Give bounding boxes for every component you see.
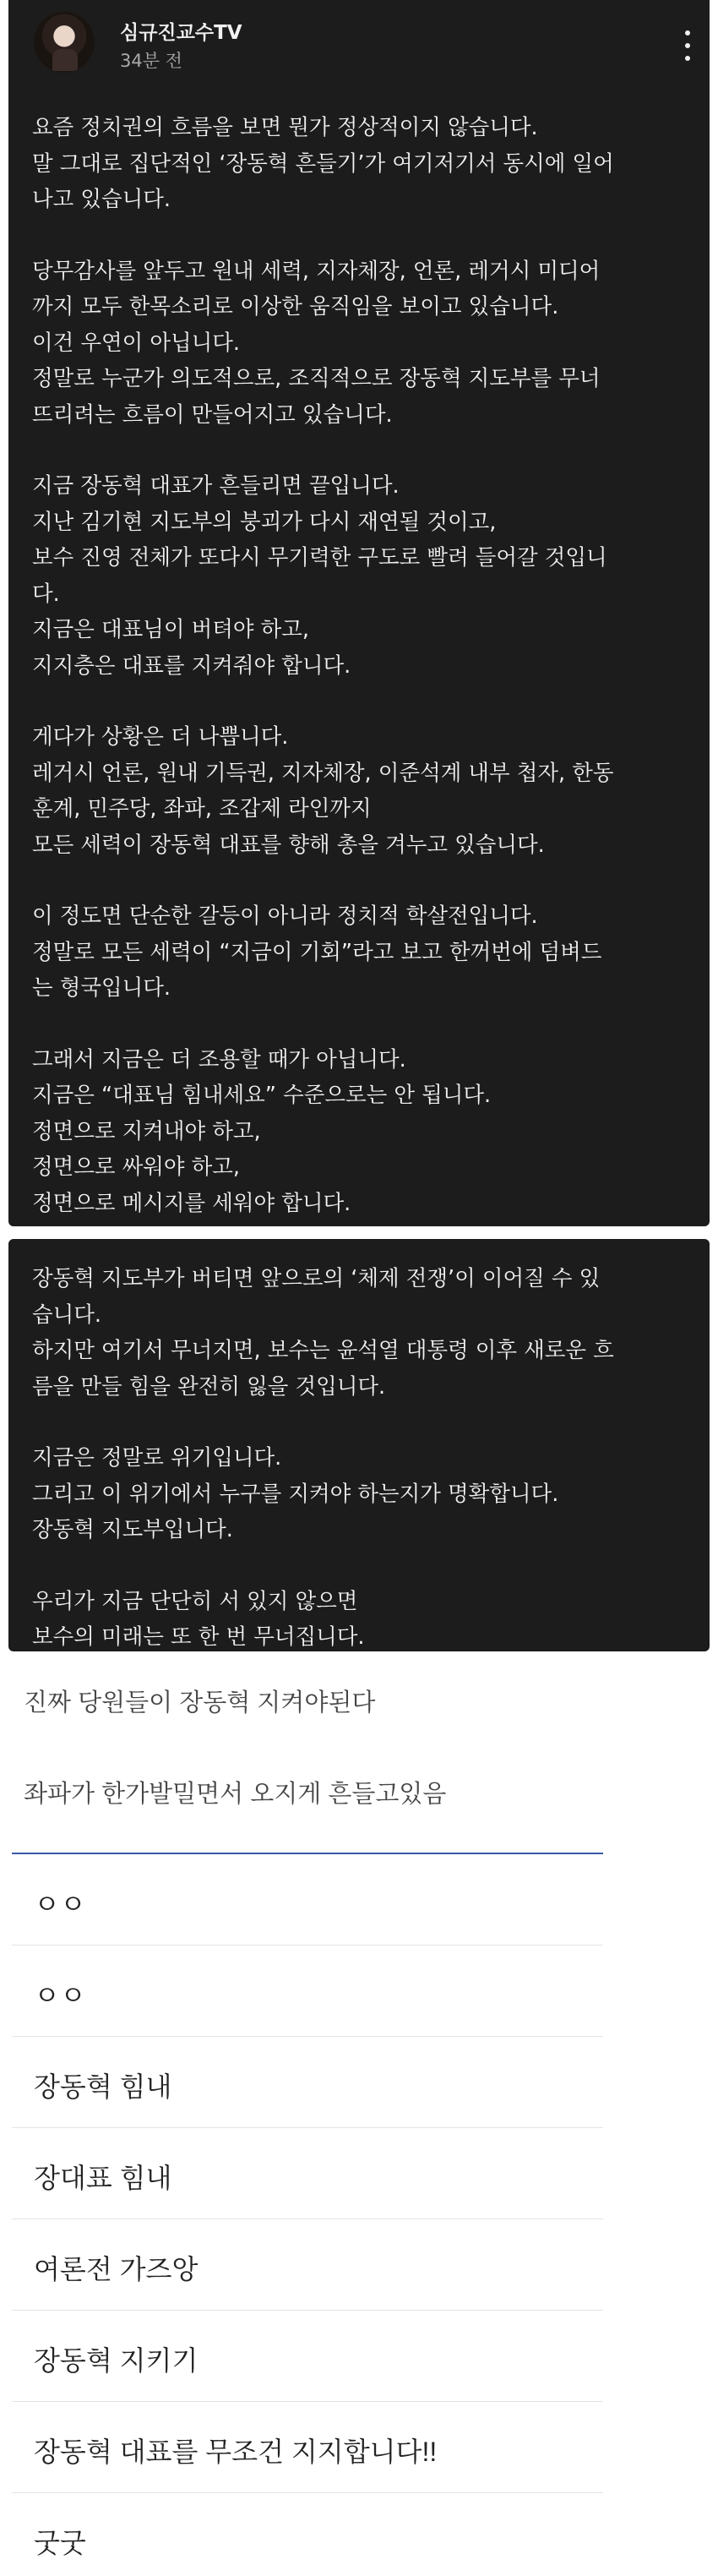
post-line: 그리고 이 위기에서 누구를 지켜야 하는지가 명확합니다. <box>32 1481 559 1507</box>
post-line: 보수의 미래는 또 한 번 무너집니다. <box>32 1624 365 1650</box>
comment-text: 여론전 가즈앙 <box>34 2254 199 2284</box>
comment-text: 장동혁 대표를 무조건 지지합니다!! <box>34 2437 438 2467</box>
comment-item[interactable] <box>12 2311 603 2402</box>
post-paragraph <box>32 1261 691 1405</box>
comment-item[interactable] <box>12 2493 603 2576</box>
comment-item[interactable] <box>12 2037 603 2128</box>
post-paragraph <box>32 254 691 434</box>
comment-text: 굿굿 <box>34 2528 86 2558</box>
post-line: 정말로 누군가 의도적으로, 조직적으로 장동혁 지도부를 무너 <box>32 366 601 391</box>
post-paragraph <box>32 1584 691 1656</box>
channel-name[interactable]: 심규진교수TV <box>120 22 242 44</box>
post-line: 정면으로 싸워야 하고, <box>32 1154 241 1180</box>
post-line: 지금은 “대표님 힘내세요” 수준으로는 안 됩니다. <box>32 1083 492 1108</box>
comment-item[interactable] <box>12 1854 603 1946</box>
post-body-continued <box>32 1261 691 1691</box>
post-line: 이건 우연이 아닙니다. <box>32 330 241 356</box>
post-line: 레거시 언론, 원내 기득권, 지자체장, 이준석계 내부 첩자, 한동 <box>32 760 614 786</box>
post-line: 습니다. <box>32 1302 102 1328</box>
post-line: 장동혁 지도부입니다. <box>32 1517 233 1542</box>
post-line: 다. <box>32 581 60 607</box>
post-line: 요즘 정치권의 흐름을 보면 뭔가 정상적이지 않습니다. <box>32 115 538 140</box>
comment-item[interactable] <box>12 2128 603 2219</box>
post-line: 모든 세력이 장동혁 대표를 향해 총을 겨누고 있습니다. <box>32 832 545 858</box>
post-line: 게다가 상황은 더 나쁩니다. <box>32 724 289 750</box>
post-paragraph <box>32 110 691 218</box>
post-line: 정말로 모든 세력이 “지금이 기회”라고 보고 한꺼번에 덤벼드 <box>32 939 602 965</box>
post-line: 우리가 지금 단단히 서 있지 않으면 <box>32 1588 358 1614</box>
post-card-continued <box>8 1239 710 1651</box>
post-card <box>8 0 710 1226</box>
post-line: 이 정도면 단순한 갈등이 아니라 정치적 학살전입니다. <box>32 903 538 929</box>
comment-item[interactable] <box>12 2219 603 2311</box>
comment-text: ㅇㅇ <box>34 1980 86 2011</box>
post-line: 지난 김기현 지도부의 붕괴가 다시 재연될 것이고, <box>32 509 497 535</box>
post-line: 말 그대로 집단적인 ‘장동혁 흔들기’가 여기저기서 동시에 일어 <box>32 150 614 177</box>
post-line: 그래서 지금은 더 조용할 때가 아닙니다. <box>32 1046 406 1072</box>
post-line: 지금은 대표님이 버텨야 하고, <box>32 617 310 642</box>
post-header <box>24 7 699 78</box>
post-line: 뜨리려는 흐름이 만들어지고 있습니다. <box>32 401 393 428</box>
post-line: 나고 있습니다. <box>32 187 171 212</box>
post-line: 당무감사를 앞두고 원내 세력, 지자체장, 언론, 레거시 미디어 <box>32 258 601 284</box>
reply-line-2: 좌파가 한가발밀면서 오지게 흔들고있음 <box>24 1781 447 1808</box>
post-line: 지금 장동혁 대표가 흔들리면 끝입니다. <box>32 473 400 499</box>
post-paragraph <box>32 898 691 1007</box>
comment-text: ㅇㅇ <box>34 1889 86 1919</box>
post-line: 장동혁 지도부가 버티면 앞으로의 ‘체제 전쟁’이 이어질 수 있 <box>32 1266 601 1291</box>
post-time: 34분 전 <box>120 51 182 71</box>
post-paragraph <box>32 719 691 863</box>
post-paragraph <box>32 468 691 684</box>
post-line: 까지 모두 한목소리로 이상한 움직임을 보이고 있습니다. <box>32 294 559 319</box>
post-line: 훈계, 민주당, 좌파, 조갑제 라인까지 <box>32 796 372 821</box>
comment-text: 장동혁 힘내 <box>34 2071 172 2102</box>
post-body <box>32 110 691 1221</box>
comment-item[interactable] <box>12 2402 603 2493</box>
post-paragraph <box>32 1440 691 1548</box>
post-line: 하지만 여기서 무너지면, 보수는 윤석열 대통령 이후 새로운 흐 <box>32 1338 614 1363</box>
more-options-icon[interactable] <box>679 30 696 61</box>
post-line: 지지층은 대표를 지켜줘야 합니다. <box>32 652 351 679</box>
post-line: 보수 진영 전체가 또다시 무기력한 구도로 빨려 들어갈 것입니 <box>32 545 607 570</box>
comment-text: 장대표 힘내 <box>34 2163 172 2193</box>
post-line: 정면으로 메시지를 세워야 합니다. <box>32 1190 351 1216</box>
post-line: 지금은 정말로 위기입니다. <box>32 1445 282 1471</box>
comment-text: 장동혁 지키기 <box>34 2345 199 2376</box>
comment-item[interactable] <box>12 1946 603 2037</box>
post-line: 는 형국입니다. <box>32 975 171 1001</box>
avatar[interactable] <box>34 12 95 73</box>
post-line: 름을 만들 힘을 완전히 잃을 것입니다. <box>32 1373 386 1400</box>
post-line: 정면으로 지켜내야 하고, <box>32 1118 261 1144</box>
reply-line-1: 진짜 당원들이 장동혁 지켜야된다 <box>24 1689 376 1716</box>
post-paragraph <box>32 1042 691 1222</box>
